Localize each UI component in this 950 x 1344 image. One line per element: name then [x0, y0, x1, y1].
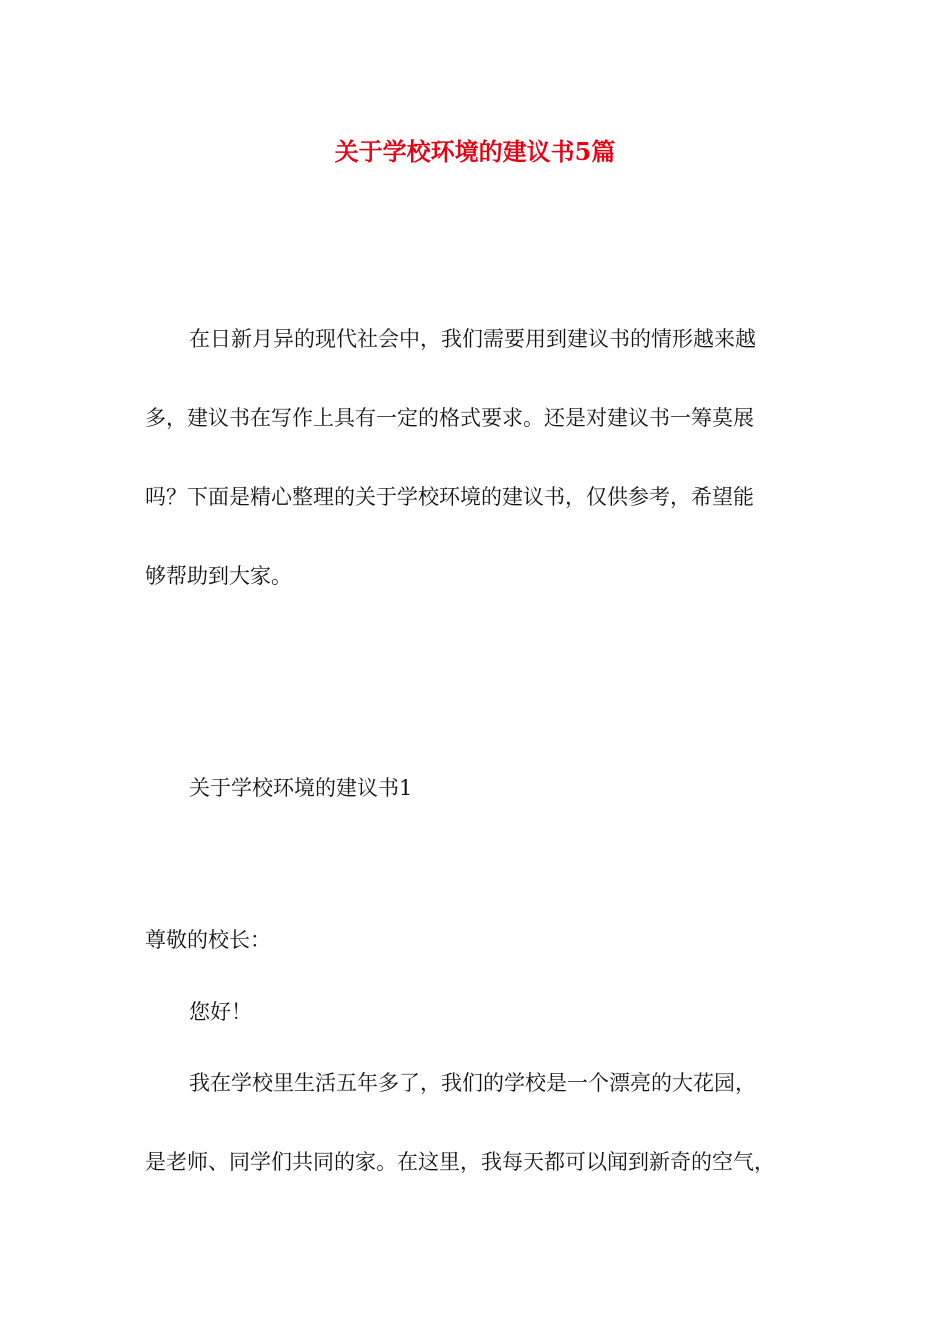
intro-line: 在日新月异的现代社会中，我们需要用到建议书的情形越来越 — [189, 327, 756, 351]
intro-paragraph — [145, 300, 815, 616]
body-line: 是老师、同学们共同的家。在这里，我每天都可以闻到新奇的空气， — [145, 1150, 775, 1174]
intro-line: 多，建议书在写作上具有一定的格式要求。还是对建议书一筹莫展 — [145, 406, 754, 430]
greeting: 您好！ — [189, 1000, 252, 1024]
intro-line: 吗？下面是精心整理的关于学校环境的建议书，仅供参考，希望能 — [145, 485, 754, 509]
salutation: 尊敬的校长： — [145, 928, 271, 952]
body-line: 我在学校里生活五年多了，我们的学校是一个漂亮的大花园， — [189, 1071, 756, 1095]
body-paragraph — [145, 1044, 815, 1202]
intro-line: 够帮助到大家。 — [145, 564, 292, 588]
section-heading: 关于学校环境的建议书1 — [189, 776, 413, 800]
document-title: 关于学校环境的建议书5篇 — [334, 137, 616, 166]
